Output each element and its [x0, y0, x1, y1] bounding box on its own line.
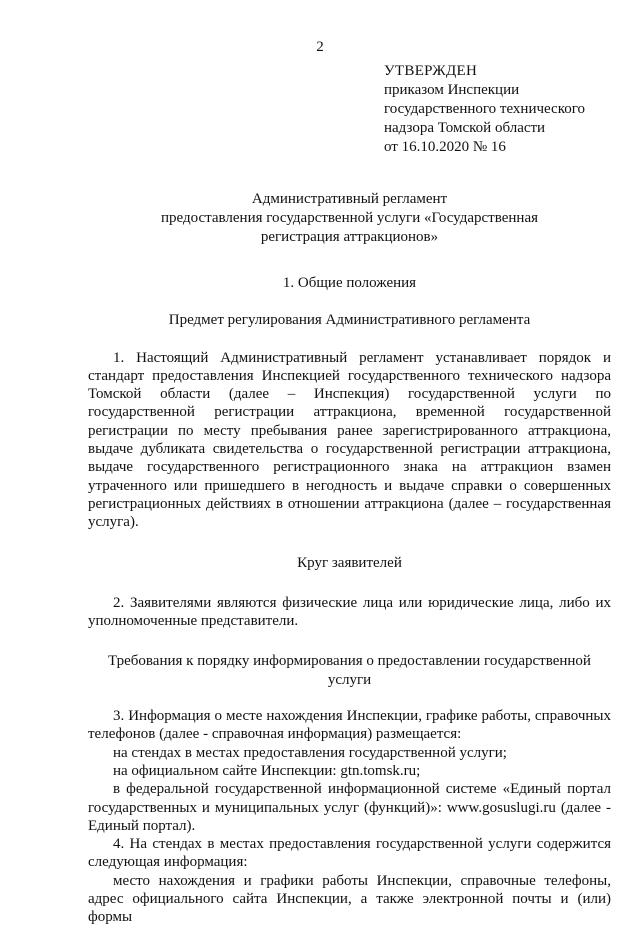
heading-line: услуги [327, 671, 372, 688]
subsection-heading-applicants: Круг заявителей [297, 554, 402, 571]
approval-line: приказом Инспекции [384, 82, 520, 98]
title-line: предоставления государственной услуги «Государственная [160, 210, 538, 226]
approval-stamp-block [384, 62, 634, 157]
paragraph-1: 1. Настоящий Административный регламент устанавливает порядок и стандарт предоставления Инспекцией государственного технического надзора Томской области (далее – Инспекция) государственной услуги по государственной регистрации аттракциона, временной государственной регистрации по месту пребывания ранее зарегистрированного аттракциона, выдаче дубликата свидетельства о государственной регистрации аттракциона, выдаче государственного регистрационного знака на аттракцион взамен утраченного или пришедшего в негодность и выдаче справки о совершенных регистрационных действиях в отношении аттракциона (далее – государственная услуга). [88, 349, 611, 531]
paragraph-3: 3. Информация о месте нахождения Инспекции, графике работы, справочных телефонов (далее - справочная информация) размещается: [88, 708, 611, 743]
paragraph-4: 4. На стендах в местах предоставления государственной услуги содержится следующая информация: [88, 836, 611, 871]
page-number: 2 [316, 39, 324, 55]
list-item: место нахождения и графики работы Инспекции, справочные телефоны, адрес официального сайта Инспекции, а также электронной почты и (или) формы [88, 872, 611, 926]
title-line: регистрация аттракционов» [260, 229, 439, 245]
section-heading: 1. Общие положения [282, 275, 417, 291]
paragraph-2: 2. Заявителями являются физические лица или юридические лица, либо их уполномоченные представители. [88, 594, 611, 630]
approval-line: государственного технического [384, 101, 586, 117]
list-item-website: на официальном сайте Инспекции: gtn.tomsk.ru; [113, 762, 421, 779]
document-body [88, 190, 611, 927]
title-line: Административный регламент [251, 191, 448, 207]
heading-line: Требования к порядку информирования о предоставлении государственной [108, 653, 591, 670]
subsection-heading-informing [88, 652, 611, 689]
approval-heading: УТВЕРЖДЕН [384, 63, 478, 79]
approval-line: надзора Томской области [384, 120, 546, 136]
subsection-heading: Предмет регулирования Административного регламента [168, 312, 531, 329]
document-title [88, 190, 611, 247]
list-item-portal: в федеральной государственной информационной системе «Единый портал государственных и муниципальных услуг (функций)»: www.gosuslugi.ru (далее - Единый портал). [88, 781, 611, 834]
approval-date-line: от 16.10.2020 № 16 [384, 139, 506, 155]
list-item: на стендах в местах предоставления государственной услуги; [113, 744, 507, 761]
